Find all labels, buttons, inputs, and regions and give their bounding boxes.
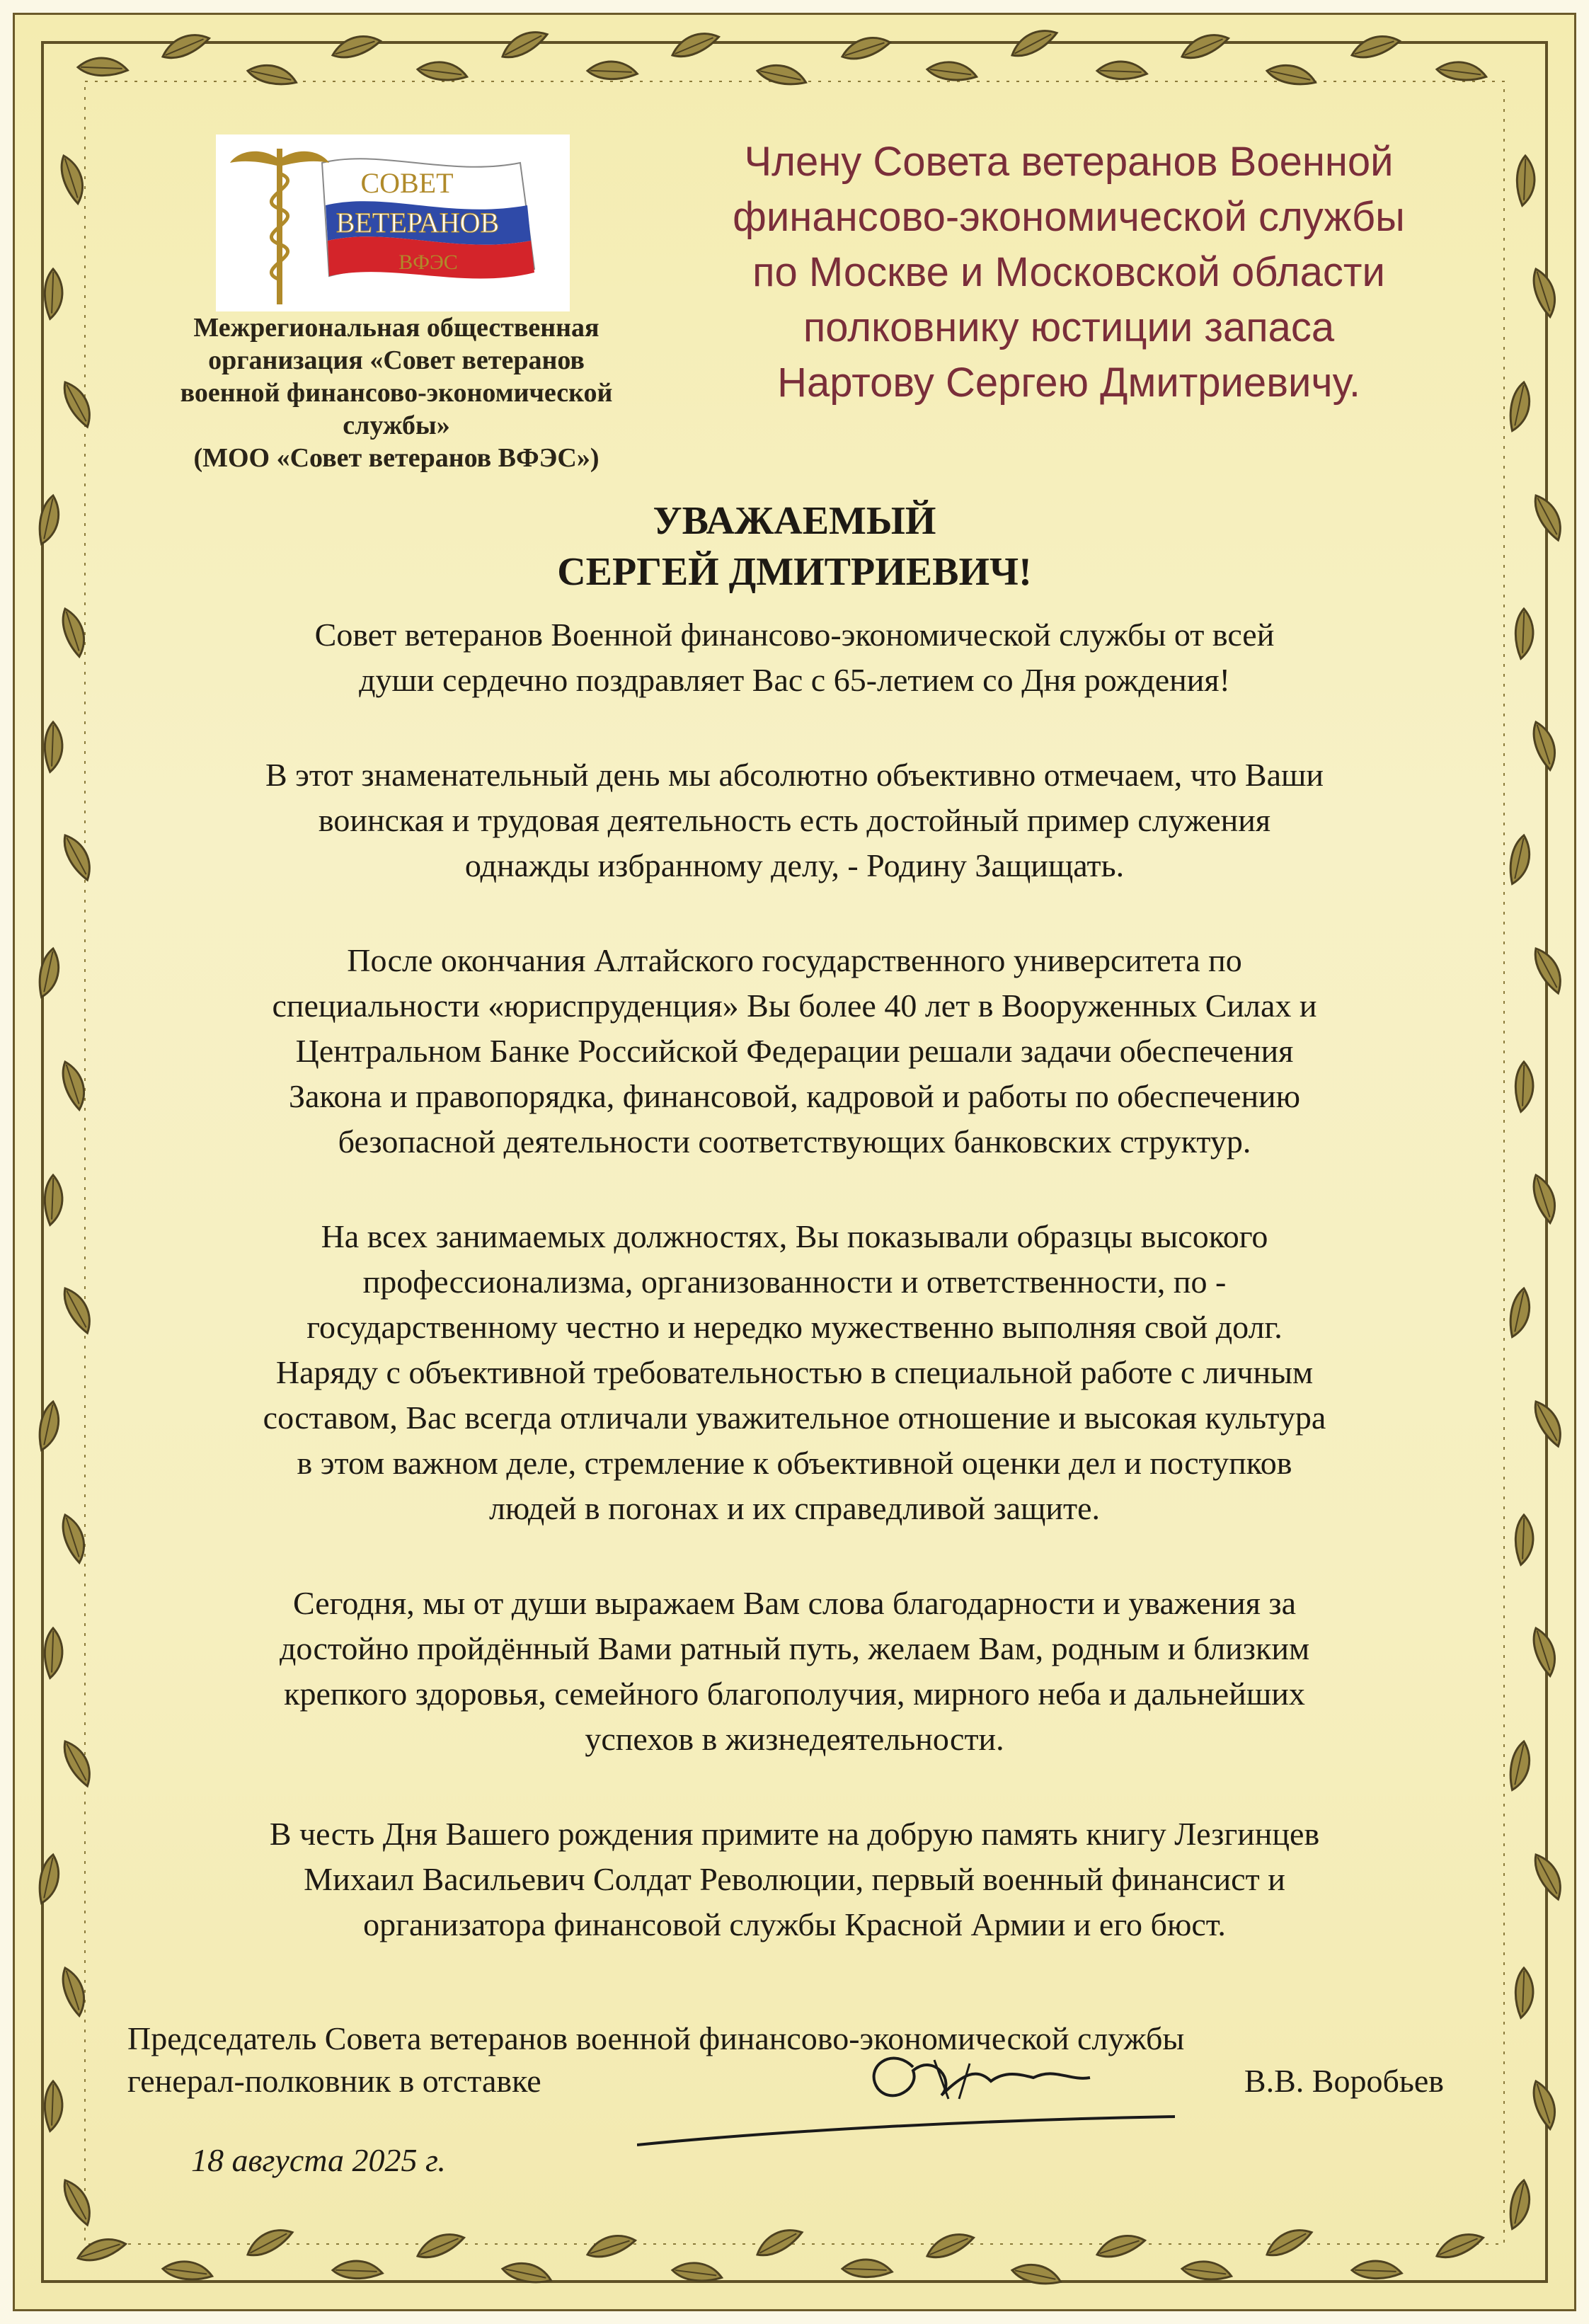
logo-word-veteranov: ВЕТЕРАНОВ [335,207,500,239]
organization-caption [134,311,658,474]
letter-date: 18 августа 2025 г. [191,2142,446,2178]
salutation-line: УВАЖАЕМЫЙ [653,499,936,543]
handwritten-signature [637,2039,1175,2166]
text-line: Совет ветеранов Военной финансово-экономической службы от всей [314,617,1275,653]
text-line: в этом важном деле, стремление к объективной оценки дел и поступков [297,1445,1292,1481]
recipient-line: финансово-экономической службы [733,194,1405,240]
recipient-address [658,134,1479,411]
logo-word-sovet: СОВЕТ [360,167,454,199]
text-line: В честь Дня Вашего рождения примите на добрую память книгу Лезгинцев [269,1816,1320,1852]
salutation-line: СЕРГЕЙ ДМИТРИЕВИЧ! [557,550,1032,594]
recipient-line: по Москве и Московской области [752,249,1385,295]
text-line: Центральном Банке Российской Федерации решали задачи обеспечения [295,1033,1294,1069]
letter-body [106,612,1483,1997]
paragraph-service-example [106,752,1483,888]
text-line: В этот знаменательный день мы абсолютно объективно отмечаем, что Ваши [265,757,1324,793]
paragraph-gratitude [106,1581,1483,1762]
veterans-council-logo [216,134,570,311]
text-line: однажды избранному делу, - Родину Защищать. [464,847,1125,883]
paragraph-professionalism [106,1214,1483,1531]
text-line: После окончания Алтайского государственного университета по [347,942,1242,978]
signer-title-line2: генерал-полковник в отставке [127,2063,541,2099]
text-line: государственному честно и нередко мужественно выполняя свой долг. [306,1309,1283,1345]
certificate-content [106,99,1483,2216]
recipient-line: Члену Совета ветеранов Военной [744,139,1394,185]
recipient-line: Нартову Сергею Дмитриевичу. [777,360,1360,406]
text-line: достойно пройдённый Вами ратный путь, желаем Вам, родным и близким [279,1630,1310,1666]
organization-caption-line: (МОО «Совет ветеранов ВФЭС») [193,443,600,473]
text-line: души сердечно поздравляет Вас с 65-летием со Дня рождения! [359,662,1230,698]
salutation [106,496,1483,597]
text-line: безопасной деятельности соответствующих банковских структур. [338,1123,1251,1160]
text-line: Наряду с объективной требовательностью в специальной работе с личным [275,1354,1314,1390]
organization-caption-line: Межрегиональная общественная [193,313,600,343]
text-line: организатора финансовой службы Красной Армии и его бюст. [363,1906,1226,1942]
organization-caption-line: военной финансово-экономической [180,378,613,408]
text-line: успехов в жизнедеятельности. [585,1721,1004,1757]
text-line: профессионализма, организованности и ответственности, по - [362,1264,1227,1300]
recipient-line: полковнику юстиции запаса [803,304,1335,350]
paragraph-career [106,938,1483,1164]
organization-caption-line: организация «Совет ветеранов [208,345,585,375]
text-line: составом, Вас всегда отличали уважительное отношение и высокая культура [263,1399,1326,1436]
text-line: людей в погонах и их справедливой защите. [488,1490,1101,1526]
organization-caption-line: службы» [343,411,450,440]
logo-word-vfes: ВФЭС [398,251,458,274]
text-line: Закона и правопорядка, финансовой, кадровой и работы по обеспечению [288,1078,1301,1114]
text-line: крепкого здоровья, семейного благополучия, мирного неба и дальнейших [284,1676,1305,1712]
signer-title-line1: Председатель Совета ветеранов военной финансово-экономической службы [127,2020,1185,2056]
text-line: Михаил Васильевич Солдат Революции, первый военный финансист и [304,1861,1285,1897]
paragraph-gift [106,1811,1483,1947]
paragraph-greeting [106,612,1483,703]
text-line: воинская и трудовая деятельность есть достойный пример служения [318,802,1271,838]
signer-name: В.В. Воробьев [1244,2063,1444,2099]
text-line: На всех занимаемых должностях, Вы показывали образцы высокого [321,1218,1268,1254]
text-line: специальности «юриспруденция» Вы более 40 лет в Вооруженных Силах и [272,988,1317,1024]
text-line: Сегодня, мы от души выражаем Вам слова благодарности и уважения за [292,1585,1297,1621]
